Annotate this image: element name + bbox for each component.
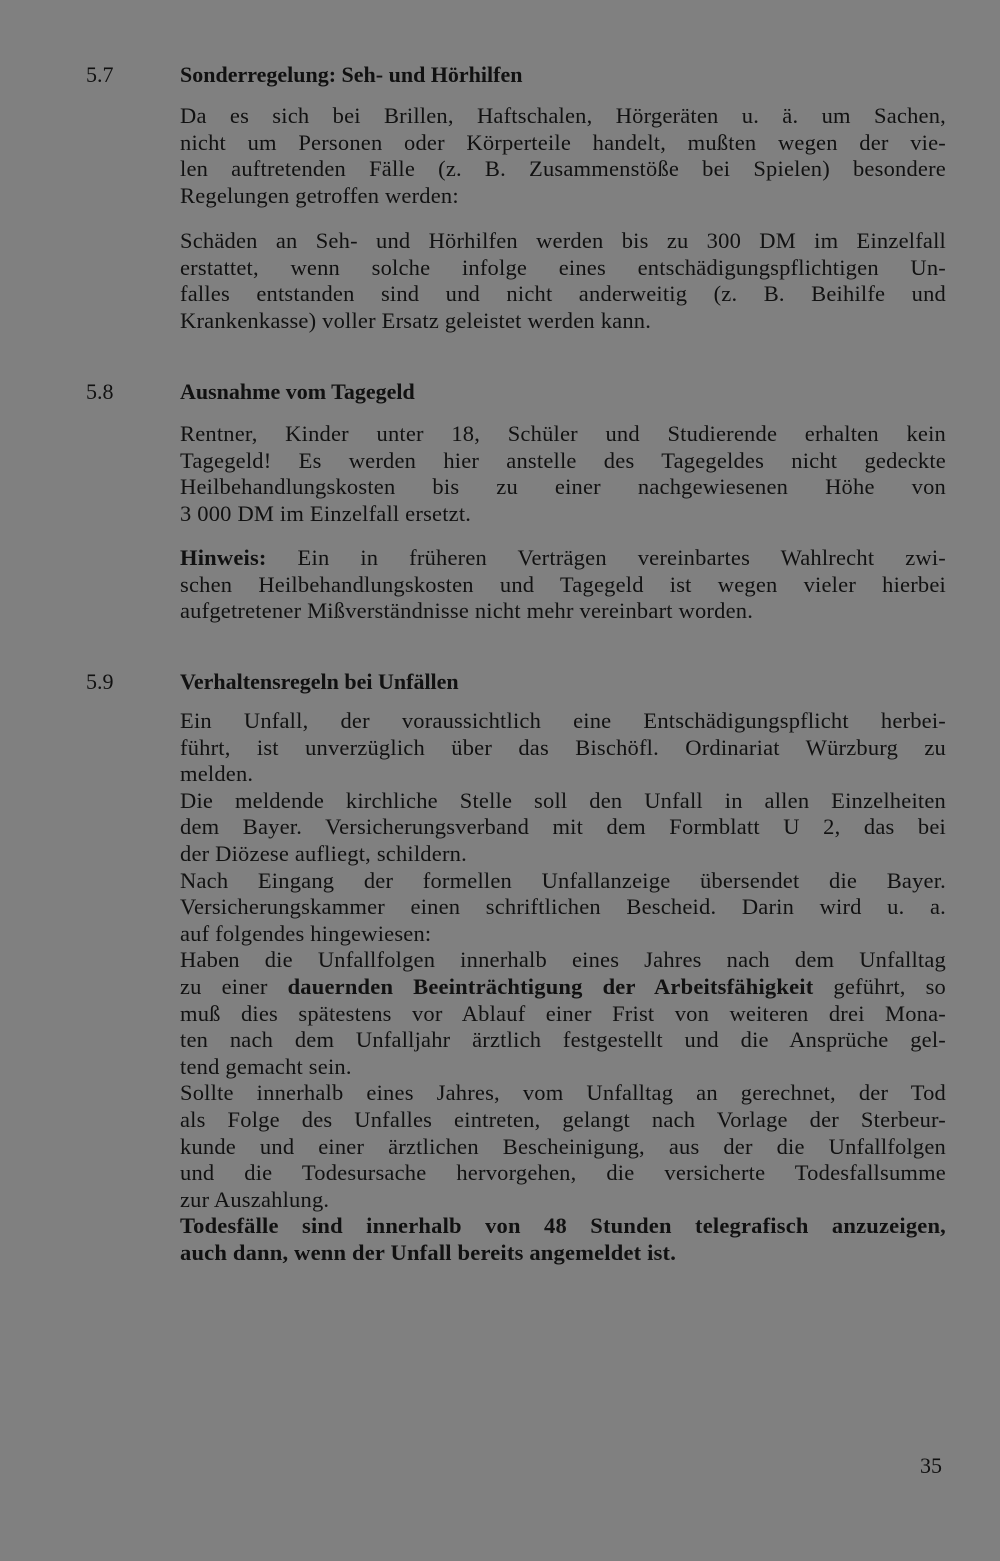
text-line: schen Heilbehandlungskosten und Tagegeld ist wegen vieler hierbei bbox=[180, 571, 946, 597]
text-line: Nach Eingang der formellen Unfallanzeige übersendet die Bayer. bbox=[180, 867, 946, 893]
paragraph bbox=[180, 708, 946, 1266]
bold-text-line: auch dann, wenn der Unfall bereits angemeldet ist. bbox=[180, 1239, 677, 1265]
text-line: Versicherungskammer einen schriftlichen Bescheid. Darin wird u. a. bbox=[180, 894, 946, 920]
text-line: Die meldende kirchliche Stelle soll den Unfall in allen Einzelheiten bbox=[180, 787, 946, 813]
paragraph bbox=[180, 421, 946, 527]
text-line: der Diözese aufliegt, schildern. bbox=[180, 840, 467, 866]
section-number: 5.7 bbox=[86, 62, 114, 87]
text-line: tend gemacht sein. bbox=[180, 1053, 352, 1079]
text-line: Heilbehandlungskosten bis zu einer nachgewiesenen Höhe von bbox=[180, 474, 946, 500]
text-line: Regelungen getroffen werden: bbox=[180, 182, 459, 208]
text-line: melden. bbox=[180, 761, 254, 787]
text-fragment: geführt, so bbox=[813, 973, 946, 999]
text-line: kunde und einer ärztlichen Bescheinigung, aus der die Unfallfolgen bbox=[180, 1133, 946, 1159]
text-line: zur Auszahlung. bbox=[180, 1186, 330, 1212]
note-text: Ein in früheren Verträgen vereinbartes Wahlrecht zwi- bbox=[266, 545, 946, 570]
text-line: nicht um Personen oder Körperteile handelt, mußten wegen der vie- bbox=[180, 129, 946, 155]
text-line: Schäden an Seh- und Hörhilfen werden bis zu 300 DM im Einzelfall bbox=[180, 228, 946, 253]
text-line: auf folgendes hingewiesen: bbox=[180, 920, 432, 946]
text-line: und die Todesursache hervorgehen, die versicherte Todesfallsumme bbox=[180, 1160, 946, 1186]
note-label: Hinweis: bbox=[180, 545, 267, 570]
text-line: erstattet, wenn solche infolge eines entschädigungspflichtigen Un- bbox=[180, 254, 946, 280]
text-line: führt, ist unverzüglich über das Bischöfl. Ordinariat Würzburg zu bbox=[180, 734, 946, 760]
text-line: Rentner, Kinder unter 18, Schüler und Studierende erhalten kein bbox=[180, 421, 946, 446]
page-number: 35 bbox=[920, 1453, 942, 1478]
section-number: 5.8 bbox=[86, 379, 114, 404]
paragraph bbox=[180, 228, 946, 334]
text-line: 3 000 DM im Einzelfall ersetzt. bbox=[180, 500, 472, 526]
text-line: Ein Unfall, der voraussichtlich eine Entschädigungspflicht herbei- bbox=[180, 708, 946, 733]
text-line: len auftretenden Fälle (z. B. Zusammenstöße bei Spielen) besondere bbox=[180, 156, 946, 182]
text-line: Krankenkasse) voller Ersatz geleistet werden kann. bbox=[180, 307, 652, 333]
text-line: muß dies spätestens vor Ablauf einer Frist von weiteren drei Mona- bbox=[180, 1000, 946, 1026]
note-paragraph bbox=[180, 545, 946, 625]
text-line: dem Bayer. Versicherungsverband mit dem Formblatt U 2, das bei bbox=[180, 814, 946, 840]
section-title: Ausnahme vom Tagegeld bbox=[180, 379, 415, 404]
text-line: Sollte innerhalb eines Jahres, vom Unfalltag an gerechnet, der Tod bbox=[180, 1080, 946, 1106]
bold-text-line: Todesfälle sind innerhalb von 48 Stunden telegrafisch anzuzeigen, bbox=[180, 1213, 946, 1239]
section-title: Sonderregelung: Seh- und Hörhilfen bbox=[180, 62, 523, 87]
text-line: ten nach dem Unfalljahr ärztlich festgestellt und die Ansprüche gel- bbox=[180, 1027, 946, 1053]
text-line bbox=[180, 974, 946, 1001]
text-fragment: zu einer bbox=[180, 973, 288, 999]
text-line: als Folge des Unfalles eintreten, gelangt nach Vorlage der Sterbeur- bbox=[180, 1106, 946, 1132]
text-line: Da es sich bei Brillen, Haftschalen, Hörgeräten u. ä. um Sachen, bbox=[180, 103, 946, 128]
section-title: Verhaltensregeln bei Unfällen bbox=[180, 669, 459, 694]
text-line bbox=[180, 545, 946, 572]
text-line: falles entstanden sind und nicht anderweitig (z. B. Beihilfe und bbox=[180, 281, 946, 307]
text-line: aufgetretener Mißverständnisse nicht mehr vereinbart worden. bbox=[180, 598, 754, 624]
bold-emphasis: dauernden Beeinträchtigung der Arbeitsfähigkeit bbox=[287, 973, 814, 999]
text-line: Haben die Unfallfolgen innerhalb eines Jahres nach dem Unfalltag bbox=[180, 947, 946, 973]
paragraph bbox=[180, 103, 946, 209]
text-line: Tagegeld! Es werden hier anstelle des Tagegeldes nicht gedeckte bbox=[180, 447, 946, 473]
section-number: 5.9 bbox=[86, 669, 114, 694]
